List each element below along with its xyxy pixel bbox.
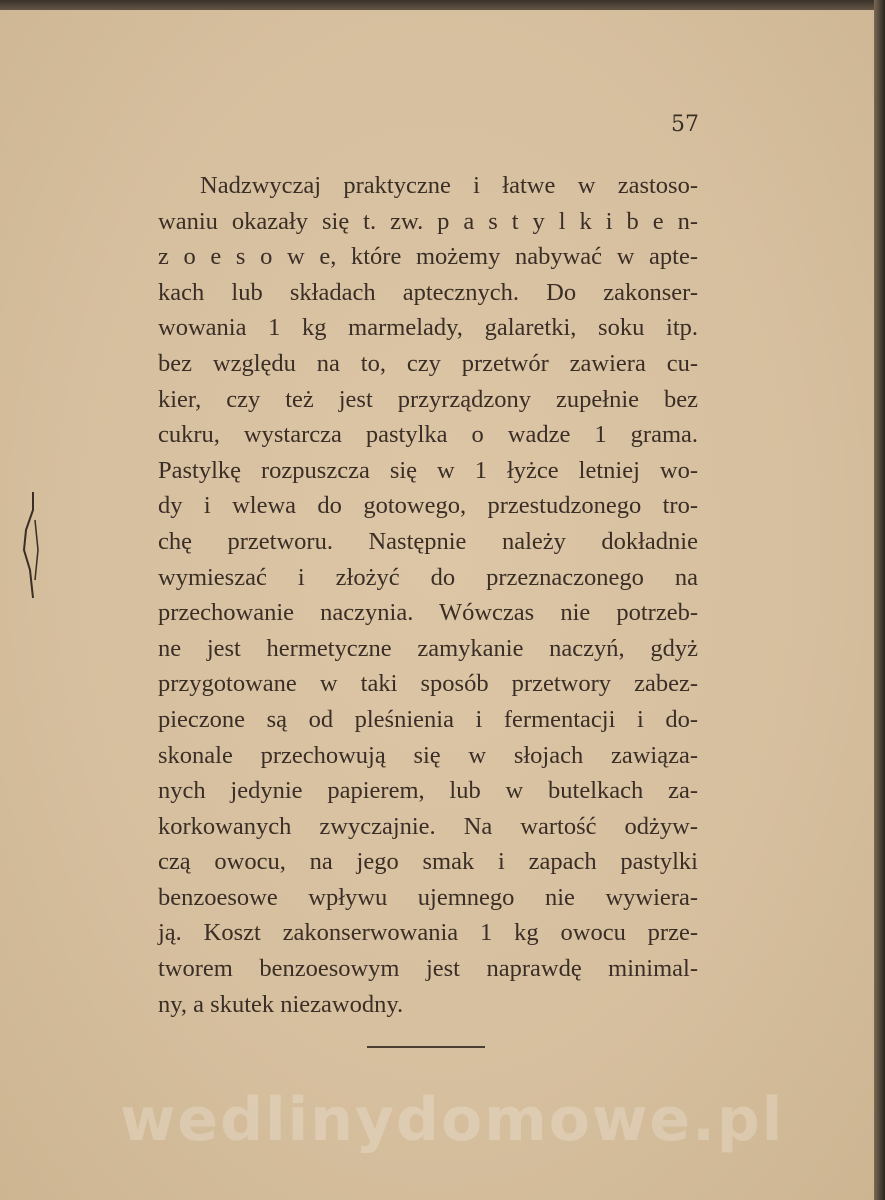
text-line: ją. Koszt zakonserwowania 1 kg owocu prze- [158, 919, 698, 947]
text-line: bez względu na to, czy przetwór zawiera cu- [158, 349, 698, 377]
text-line: korkowanych zwyczajnie. Na wartość odżyw- [158, 812, 698, 840]
text-line: wymieszać i złożyć do przeznaczonego na [158, 563, 698, 591]
text-line: Pastylkę rozpuszcza się w 1 łyżce letniej wo- [158, 456, 698, 484]
text-line: ne jest hermetyczne zamykanie naczyń, gdyż [158, 634, 698, 662]
text-line: cukru, wystarcza pastylka o wadze 1 grama. [158, 421, 698, 449]
section-end-rule [367, 1046, 485, 1048]
text-line: wowania 1 kg marmelady, galaretki, soku itp. [158, 314, 698, 342]
page-number: 57 [671, 112, 699, 137]
scan-right-edge [874, 0, 885, 1200]
text-line: dy i wlewa do gotowego, przestudzonego tro- [158, 492, 698, 520]
text-line: skonale przechowują się w słojach zawiąza- [158, 741, 698, 769]
text-line: kach lub składach aptecznych. Do zakonser- [158, 278, 698, 306]
text-line: nych jedynie papierem, lub w butelkach za- [158, 777, 698, 805]
watermark: wedlinydomowe.pl [120, 1085, 785, 1155]
text-line: pieczone są od pleśnienia i fermentacji i do- [158, 705, 698, 733]
text-line: przechowanie naczynia. Wówczas nie potrzeb- [158, 599, 698, 627]
text-line: waniu okazały się t. zw. p a s t y l k i b e n- [158, 207, 698, 235]
body-text [158, 168, 698, 1022]
text-line: benzoesowe wpływu ujemnego nie wywiera- [158, 883, 698, 911]
text-line: czą owocu, na jego smak i zapach pastylki [158, 848, 698, 876]
text-line: Nadzwyczaj praktyczne i łatwe w zastoso- [200, 172, 698, 199]
text-line: tworem benzoesowym jest naprawdę minimal- [158, 955, 698, 983]
text-line: z o e s o w e, które możemy nabywać w apte- [158, 243, 698, 271]
text-line: ny, a skutek niezawodny. [158, 990, 404, 1018]
text-line: chę przetworu. Następnie należy dokładnie [158, 527, 698, 555]
text-line: kier, czy też jest przyrządzony zupełnie bez [158, 385, 698, 413]
text-line: przygotowane w taki sposób przetwory zabez- [158, 670, 698, 698]
margin-bracket-mark [22, 490, 40, 602]
